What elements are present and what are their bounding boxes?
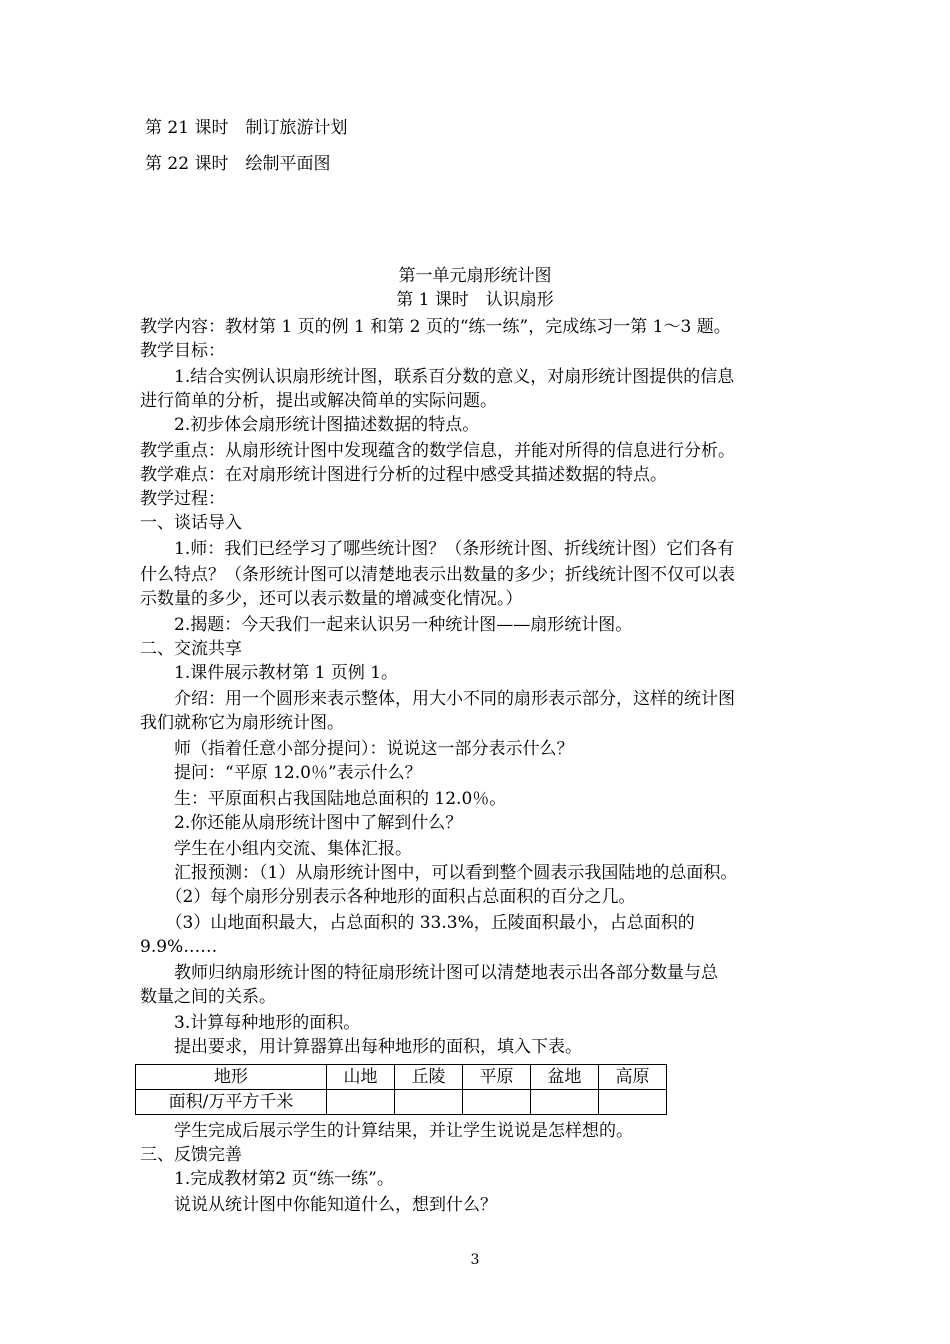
table-cell [327, 1090, 395, 1115]
lesson-title: 第 1 课时 认识扇形 [396, 290, 554, 310]
body-line: 教学目标： [140, 341, 225, 361]
table-cell [395, 1090, 463, 1115]
lesson-22-line: 第 22 课时 绘制平面图 [145, 154, 331, 174]
body-line: 3.计算每种地形的面积。 [140, 1013, 361, 1033]
body-line: 1.课件展示教材第 1 页例 1。 [140, 663, 399, 683]
body-line: 教学重点：从扇形统计图中发现蕴含的数学信息，并能对所得的信息进行分析。 [140, 441, 735, 461]
body-line: 师（指着任意小部分提问）：说说这一部分表示什么？ [140, 739, 574, 759]
body-line: 提出要求，用计算器算出每种地形的面积，填入下表。 [140, 1037, 582, 1057]
table-header-cell: 地形 [136, 1065, 327, 1090]
body-line: 2.你还能从扇形统计图中了解到什么？ [140, 813, 463, 833]
body-line: 什么特点？（条形统计图可以清楚地表示出数量的多少；折线统计图不仅可以表 [140, 565, 735, 585]
body-line: （2）每个扇形分别表示各种地形的面积占总面积的百分之几。 [140, 887, 636, 907]
table-cell [463, 1090, 531, 1115]
body-line: 我们就称它为扇形统计图。 [140, 713, 344, 733]
body-line: 学生完成后展示学生的计算结果，并让学生说说是怎样想的。 [140, 1121, 633, 1141]
table-cell [531, 1090, 599, 1115]
body-line: 1.完成教材第2 页“练一练”。 [140, 1169, 394, 1189]
body-line: 教学难点：在对扇形统计图进行分析的过程中感受其描述数据的特点。 [140, 465, 667, 485]
page-number: 3 [470, 1252, 480, 1268]
body-line: 教学内容：教材第 1 页的例 1 和第 2 页的“练一练”，完成练习一第 1～3 题。 [140, 317, 731, 337]
table-header-cell: 平原 [463, 1065, 531, 1090]
unit-title: 第一单元扇形统计图 [398, 266, 552, 286]
body-line: 9.9%…… [140, 937, 218, 957]
table-header-cell: 山地 [327, 1065, 395, 1090]
table-header-cell: 丘陵 [395, 1065, 463, 1090]
section-heading: 三、反馈完善 [140, 1145, 242, 1165]
body-line: 介绍：用一个圆形来表示整体，用大小不同的扇形表示部分，这样的统计图 [140, 689, 735, 709]
body-line: 1.结合实例认识扇形统计图，联系百分数的意义，对扇形统计图提供的信息 [140, 367, 735, 387]
body-line: 汇报预测：（1）从扇形统计图中，可以看到整个圆表示我国陆地的总面积。 [140, 863, 738, 883]
terrain-area-table [135, 1064, 667, 1115]
body-line: 示数量的多少，还可以表示数量的增减变化情况。） [140, 589, 523, 609]
body-line: 2.初步体会扇形统计图描述数据的特点。 [140, 415, 480, 435]
body-line: 学生在小组内交流、集体汇报。 [140, 839, 412, 859]
table-header-cell: 高原 [599, 1065, 667, 1090]
body-line: 教学过程： [140, 489, 225, 509]
body-line: 教师归纳扇形统计图的特征扇形统计图可以清楚地表示出各部分数量与总 [140, 963, 718, 983]
table-cell [599, 1090, 667, 1115]
table-row [136, 1065, 667, 1090]
body-line: 生：平原面积占我国陆地总面积的 12.0％。 [140, 789, 507, 809]
body-line: 2.揭题：今天我们一起来认识另一种统计图——扇形统计图。 [140, 615, 633, 635]
table-row [136, 1090, 667, 1115]
body-line: （3）山地面积最大，占总面积的 33.3%，丘陵面积最小，占总面积的 [140, 913, 695, 933]
table-header-cell: 盆地 [531, 1065, 599, 1090]
body-line: 1.师：我们已经学习了哪些统计图？（条形统计图、折线统计图）它们各有 [140, 539, 735, 559]
section-heading: 一、谈话导入 [140, 513, 242, 533]
section-heading: 二、交流共享 [140, 639, 242, 659]
body-line: 说说从统计图中你能知道什么，想到什么？ [140, 1195, 497, 1215]
lesson-21-line: 第 21 课时 制订旅游计划 [145, 118, 348, 138]
table-cell: 面积/万平方千米 [136, 1090, 327, 1115]
body-line: 数量之间的关系。 [140, 987, 276, 1007]
body-line: 提问：“平原 12.0％”表示什么？ [140, 763, 422, 783]
body-line: 进行简单的分析，提出或解决简单的实际问题。 [140, 391, 497, 411]
